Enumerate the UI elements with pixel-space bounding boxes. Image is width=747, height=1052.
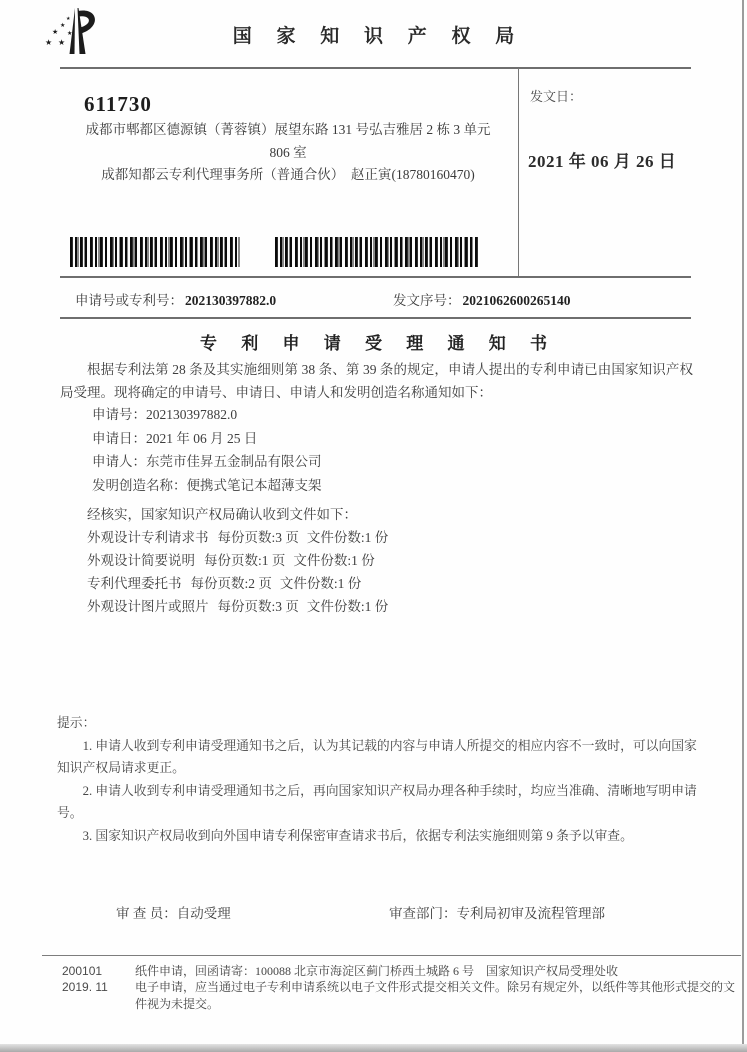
- serial-number-label: 发文序号：: [393, 293, 461, 308]
- ref-box-bottom-divider: [60, 276, 691, 278]
- application-number-row: [75, 289, 276, 309]
- svg-text:★: ★: [52, 28, 59, 36]
- barcode-serial-number: [275, 237, 478, 267]
- field-invention-title: 发明创造名称：便携式笔记本超薄支架: [92, 477, 322, 493]
- footer-form-codes: [62, 963, 108, 996]
- issue-date-box: [518, 68, 691, 277]
- footer-code-1: 200101: [62, 964, 103, 978]
- issue-date-label: 发文日：: [530, 89, 583, 104]
- svg-text:★: ★: [66, 17, 71, 22]
- notice-paragraph: 根据专利法第 28 条及其实施细则第 38 条、第 39 条的规定，申请人提出的专利申请已由国家知识产权局受理。现将确定的申请号、申请日、申请人和发明创造名称通知如下：: [60, 362, 693, 401]
- serial-number-row: [393, 289, 571, 309]
- recipient-address: [60, 119, 516, 187]
- application-number-label: 申请号或专利号：: [75, 293, 183, 308]
- confirmation-line: 经核实，国家知识产权局确认收到文件如下：: [87, 507, 357, 522]
- tip-item-2: 2. 申请人收到专利申请受理通知书之后，再向国家知识产权局办理各种手续时，均应当准确、清晰地写明申请号。: [57, 783, 697, 821]
- field-application-date: 申请日：2021 年 06 月 25 日: [92, 430, 258, 446]
- address-line-2: 806 室: [269, 144, 307, 160]
- issue-date-value: 2021 年 06 月 26 日: [528, 152, 677, 171]
- svg-text:★: ★: [58, 38, 66, 47]
- field-application-number: 申请号：202130397882.0: [92, 407, 238, 422]
- examiner-value: 自动受理: [176, 906, 231, 921]
- footer-line-electronic: 电子申请，应当通过电子专利申请系统以电子文件形式提交相关文件。除另有规定外，以纸件等其他形式提交的文件视为未提交。: [135, 980, 736, 1011]
- footer-instructions: [135, 963, 741, 1012]
- department-row: [389, 902, 605, 922]
- department-label: 审查部门：: [389, 906, 457, 921]
- received-documents-list: [87, 526, 388, 618]
- application-number-value: 202130397882.0: [185, 293, 277, 308]
- document-item: 外观设计简要说明 每份页数:1 页 文件份数:1 份: [87, 553, 375, 568]
- tip-item-1: 1. 申请人收到专利申请受理通知书之后，认为其记载的内容与申请人所提交的相应内容不一致时，可以向国家知识产权局请求更正。: [57, 738, 697, 776]
- page-scan-bottom-edge: [0, 1044, 747, 1052]
- tips-label: 提示：: [57, 716, 96, 730]
- agency-line: 成都知都云专利代理事务所（普通合伙） 赵正寅(18780160470): [101, 167, 475, 182]
- postal-code: 611730: [84, 92, 152, 116]
- footer-divider: [42, 955, 741, 956]
- tip-item-3: 3. 国家知识产权局收到向外国申请专利保密审查请求书后，依据专利法实施细则第 9 条予以审查。: [82, 828, 633, 843]
- footer-code-2: 2019. 11: [62, 980, 108, 995]
- meta-divider: [60, 317, 691, 319]
- serial-number-value: 2021062600265140: [462, 293, 571, 308]
- org-title: 国 家 知 识 产 权 局: [232, 26, 525, 47]
- barcode-application-number: [70, 237, 240, 267]
- svg-text:★: ★: [60, 23, 66, 29]
- notice-title: 专 利 申 请 受 理 通 知 书: [200, 334, 557, 353]
- department-value: 专利局初审及流程管理部: [456, 906, 605, 921]
- page-scan-right-edge: [742, 0, 744, 1045]
- svg-text:★: ★: [45, 38, 53, 47]
- document-item: 专利代理委托书 每份页数:2 页 文件份数:1 份: [87, 576, 362, 591]
- address-line-1: 成都市郫都区德源镇（菁蓉镇）展望东路 131 号弘吉雅居 2 栋 3 单元: [85, 122, 491, 137]
- tips-section: [57, 712, 705, 848]
- svg-text:★: ★: [67, 31, 73, 37]
- field-applicant: 申请人：东莞市佳昇五金制品有限公司: [92, 454, 322, 470]
- examiner-row: [116, 902, 231, 922]
- examiner-label: 审 查 员：: [116, 906, 177, 921]
- document-item: 外观设计专利请求书 每份页数:3 页 文件份数:1 份: [87, 530, 389, 545]
- footer-line-paper: 纸件申请，回函请寄：100088 北京市海淀区蓟门桥西土城路 6 号 国家知识产权局受理处收: [135, 964, 619, 978]
- application-fields: [92, 403, 322, 497]
- document-item: 外观设计图片或照片 每份页数:3 页 文件份数:1 份: [87, 599, 389, 614]
